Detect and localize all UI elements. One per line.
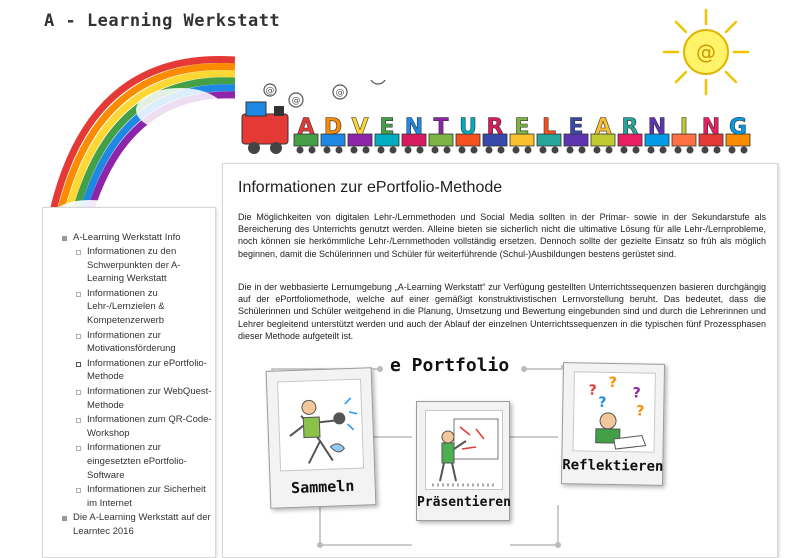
wagon-wheel: [378, 147, 385, 154]
nav-item-software: [61, 441, 213, 482]
wagon-wheel: [741, 147, 748, 154]
wagon-wheel: [513, 147, 520, 154]
svg-text:@: @: [291, 96, 301, 106]
wagon-wheel: [594, 147, 601, 154]
nav-bullet-active-icon: [76, 362, 81, 367]
nav-section-learntec: [61, 511, 213, 539]
nav-bullet-icon: [62, 516, 67, 521]
nav-bullet-icon: [76, 390, 81, 395]
phase-card-praesentieren: [416, 401, 510, 521]
page-title: Informationen zur ePortfolio-Methode: [238, 179, 503, 196]
banner-letter: G: [728, 115, 748, 140]
banner-letter: N: [647, 115, 667, 140]
reflektieren-illustration: [573, 371, 656, 452]
nav-bullet-icon: [76, 334, 81, 339]
wagon-wheel: [390, 147, 397, 154]
banner-letter: D: [323, 115, 343, 140]
svg-text:?: ?: [588, 382, 597, 399]
wagon-wheel: [621, 147, 628, 154]
phase-label-praesentieren: Präsentieren: [417, 495, 511, 510]
nav-link-qr-code[interactable]: Informationen zum QR-Code-Workshop: [87, 413, 212, 439]
nav-item-sicherheit: [61, 483, 213, 511]
wagon-wheel: [567, 147, 574, 154]
nav-bullet-icon: [76, 488, 81, 493]
wagon-wheel: [729, 147, 736, 154]
banner-letter: N: [404, 115, 424, 140]
wagon-wheel: [702, 147, 709, 154]
nav-bullet-icon: [62, 236, 67, 241]
banner-letter: A: [594, 115, 612, 140]
banner-letter: E: [379, 115, 395, 140]
wagon-wheel: [552, 147, 559, 154]
banner-letter: V: [351, 115, 369, 140]
wagon-wheel: [459, 147, 466, 154]
nav-item-lernziele: [61, 287, 213, 328]
banner-letter: E: [514, 115, 530, 140]
nav-link-sicherheit[interactable]: Informationen zur Sicherheit im Internet: [87, 483, 206, 509]
intro-paragraph: Die Möglichkeiten von digitalen Lehr-/Lernmethoden und Social Media sollten in der Primar- sowie in der Sekundarstufe als Bereicherung des Unterrichts genutzt werden. Alleine bieten sie sicherlich nicht die ultimative Lösung für alle Lehr-/Lernprobleme, noch können sie herkömmliche Lehr-/Lernmethoden vollständig ersetzen. Dennoch sollte der gezielte Einsatz so früh als möglich beginnen, damit die Schülerinnen und Schüler für weiterführende (Schul-)Ausbildungen bestens gerüstet sind.: [238, 212, 766, 259]
wagon-wheel: [444, 147, 451, 154]
nav-bullet-icon: [76, 292, 81, 297]
wagon-wheel: [405, 147, 412, 154]
nav-link-learntec[interactable]: Die A-Learning Werkstatt auf der Learntec 2016: [73, 511, 211, 537]
svg-text:?: ?: [632, 385, 641, 402]
nav-item-motivation: [61, 329, 213, 357]
banner-letter: T: [433, 115, 449, 140]
nav-bullet-icon: [76, 446, 81, 451]
nav-link-lernziele[interactable]: Informationen zu Lehr-/Lernzielen & Kompetenzerwerb: [87, 287, 165, 327]
banner-letter: I: [679, 115, 689, 140]
sammeln-illustration: [277, 379, 364, 472]
nav-section-info: [61, 231, 213, 245]
banner-letter: R: [621, 115, 639, 140]
nav-link-info[interactable]: A-Learning Werkstatt Info: [73, 232, 181, 243]
nav-link-schwerpunkte[interactable]: Informationen zu den Schwerpunkten der A-Learning Werkstatt: [87, 245, 181, 285]
nav-item-qr-code: [61, 413, 213, 441]
wagon-wheel: [579, 147, 586, 154]
wagon-wheel: [540, 147, 547, 154]
banner-letter: A: [297, 115, 315, 140]
nav-bullet-icon: [76, 250, 81, 255]
wagon-wheel: [417, 147, 424, 154]
svg-text:@: @: [265, 86, 275, 96]
nav-item-schwerpunkte: [61, 245, 213, 286]
wagon-wheel: [309, 147, 316, 154]
banner-letter: U: [459, 115, 477, 140]
wagon-wheel: [432, 147, 439, 154]
nav-item-eportfolio: [61, 357, 213, 385]
wagon-wheel: [363, 147, 370, 154]
svg-text:?: ?: [598, 394, 607, 411]
nav-link-eportfolio[interactable]: Informationen zur ePortfolio-Methode: [87, 357, 207, 383]
banner-letter: L: [541, 115, 557, 140]
site-title[interactable]: A - Learning Werkstatt: [44, 11, 281, 31]
phase-card-reflektieren: [561, 362, 665, 486]
phase-label-sammeln: Sammeln: [290, 476, 355, 498]
wagon-wheel: [486, 147, 493, 154]
wagon-wheel: [525, 147, 532, 154]
phase-card-sammeln: [266, 367, 377, 509]
nav-link-software[interactable]: Informationen zur eingesetzten ePortfolio-Software: [87, 441, 187, 481]
nav-link-motivation[interactable]: Informationen zur Motivationsförderung: [87, 329, 176, 355]
wagon-wheel: [675, 147, 682, 154]
nav-bullet-icon: [76, 418, 81, 423]
wagon-wheel: [648, 147, 655, 154]
wagon-wheel: [687, 147, 694, 154]
svg-text:?: ?: [636, 403, 645, 420]
rainbow-illustration: [30, 40, 240, 230]
banner-letter: R: [486, 115, 504, 140]
method-paragraph: Die in der webbasierte Lernumgebung „A-Learning Werkstatt“ zur Verfügung gestellten Unterrichtssequenzen basieren durchgängig auf der ePortfoliomethode, welche auf einer gemäßigt konstruktivistischen Lernvorstellung beruht. Das bedeutet, dass die Schülerinnen und Schüler weitgehend in die Planung, Umsetzung und Bewertung eingebunden sind und durch die Lehrerinnen und Lehrer begleitend unterstützt werden und auch der Ablauf der einzelnen Unterrichtssequenzen in die typischen fünf Prozessphasen dieser Methode aufgeteilt ist.: [238, 282, 766, 341]
sidebar-nav: [61, 231, 213, 539]
svg-text:?: ?: [608, 374, 617, 392]
adventure-learning-banner: [238, 80, 758, 162]
nav-item-webquest: [61, 385, 213, 413]
wagon-wheel: [471, 147, 478, 154]
nav-link-webquest[interactable]: Informationen zur WebQuest-Methode: [87, 385, 212, 411]
svg-text:@: @: [696, 40, 716, 64]
banner-letter: E: [568, 115, 584, 140]
wagon-wheel: [606, 147, 613, 154]
eportfolio-title: e Portfolio: [390, 355, 510, 376]
praesentieren-illustration: [425, 410, 503, 490]
wagon-wheel: [297, 147, 304, 154]
wagon-wheel: [633, 147, 640, 154]
wagon-wheel: [336, 147, 343, 154]
wagon-wheel: [351, 147, 358, 154]
eportfolio-diagram: [262, 355, 682, 558]
phase-label-reflektieren: Reflektieren: [562, 457, 664, 475]
banner-letter: N: [701, 115, 721, 140]
wagon-wheel: [714, 147, 721, 154]
svg-text:@: @: [335, 88, 345, 98]
wagon-wheel: [660, 147, 667, 154]
wagon-wheel: [324, 147, 331, 154]
wagon-wheel: [498, 147, 505, 154]
